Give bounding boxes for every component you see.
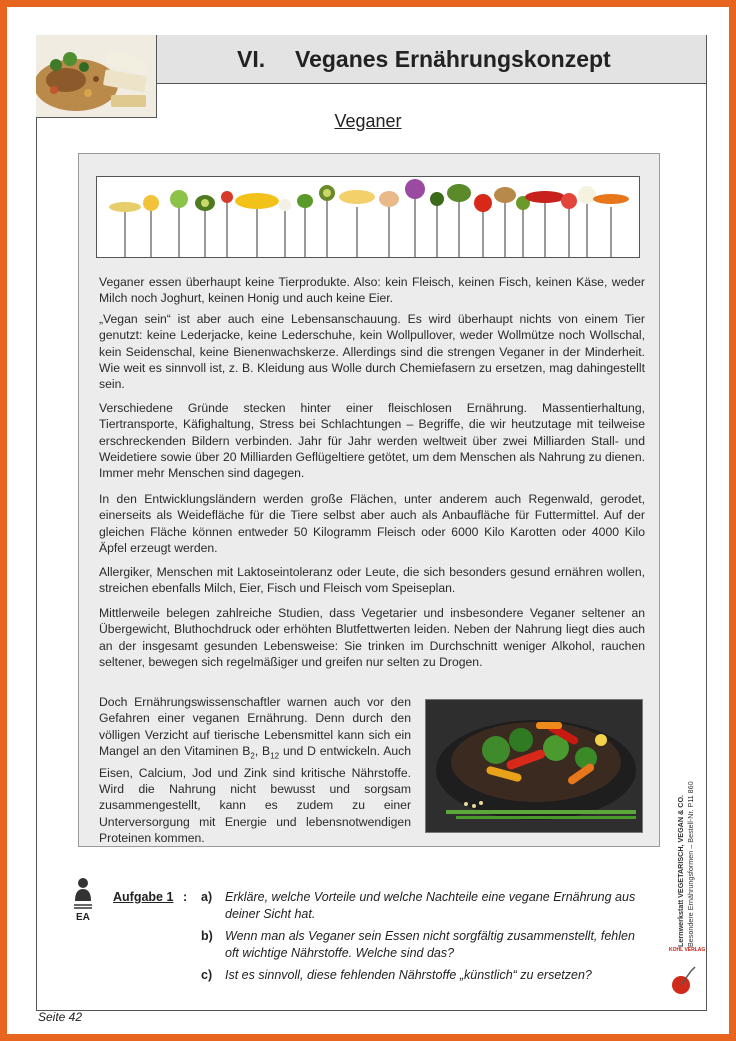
publisher-name: KOHL VERLAG [669,947,706,953]
paragraph-studies: Mittlerweile belegen zahlreiche Studien, dass Vegetarier und insbesondere Veganer seltener an Übergewicht, Bluthochdruck oder erhöhten Blutfettwerten leiden. Neben der Nahrung liegt dies auch an der insgesamt gesunden Lebensweise: Sie trinken im Durchschnitt weniger Alkohol, rauchen seltener, bewegen sich regelmäßiger und greifen nur selten zu Drogen. [99,606,645,669]
page-number: Seite 42 [38,1010,83,1024]
text-box [78,153,660,847]
order-number: Besondere Ernährungsformen – Bestell-Nr. P11 860 [686,781,695,947]
series-title: Lernwerkstatt VEGETARISCH, VEGAN & CO. [676,794,685,947]
page-title: Veganes Ernährungskonzept [295,45,611,72]
section-subtitle: Veganer [334,111,402,131]
paragraph-reasons: Verschiedene Gründe stecken hinter einer fleischlosen Ernährung. Massentierhaltung, Tiertransporte, Käfighaltung, Stress bei Schlachtungen – Begriffe, die wir heutzutage mit teilweise erschreckenden Bildern verbinden. Jahr für Jahr werden weltweit über zwei Milliarden Stall- und Weidetiere sowie über 20 Milliarden Geflügeltiere getötet, um dem Menschen als Nahrung zu dienen. Immer mehr Menschen sind dagegen. [99,401,645,481]
page [7,7,729,1034]
task-label-colon: : [183,890,188,904]
question-b-letter: b) [201,929,213,943]
question-b-text: Wenn man als Veganer sein Essen nicht sorgfältig zusammenstellt, fehlen oft wichtige Nährstoffe. Welche sind das? [225,929,635,960]
question-a-letter: a) [201,890,213,904]
paragraph-allergies: Allergiker, Menschen mit Laktoseintoleranz oder Leute, die sich besonders gesund ernähren wollen, streichen ebenfalls Milch, Eier, Fisch und Fleisch vom Speiseplan. [99,565,645,596]
vegetables-on-forks-banner [96,176,640,258]
paragraph-lifestyle: „Vegan sein“ ist aber auch eine Lebensanschauung. Es wird überhaupt nichts von einem Tier genutzt: keine Lederjacke, keine Lederschuhe, kein Wollpullover, weder Wollmütze noch Wollschal, kein Seidenschal, keine Bienenwachskerze. Allerdings sind die strengen Veganer in der Minderheit. Wie weit es sinnvoll ist, z. B. Kleidung aus Wolle durch Chemiefasern zu ersetzen, mag dahingestellt sein. [99,312,645,392]
paragraph-intro: Veganer essen überhaupt keine Tierprodukte. Also: kein Fleisch, keinen Fisch, keinen Käse, weder Milch noch Joghurt, keinen Honig und auch keine Eier. [99,275,645,306]
wok-vegetables-photo [425,699,643,833]
paragraph-developing-countries: In den Entwicklungsländern werden große Flächen, unter anderem auch Regenwald, gerodet, einerseits als Weidefläche für die Tiere selbst aber auch als Anbaufläche für Futtermittel. Auf der gleichen Fläche können entweder 50 Kilogramm Fleisch oder 6000 Kilo Karotten oder 4000 Kilo Äpfel erzeugt werden. [99,492,645,555]
task-label: Aufgabe 1 [113,890,174,904]
chapter-number: VI. [237,45,266,72]
paragraph-warnings: Doch Ernährungswissenschaftler warnen auch vor den Gefahren einer veganen Ernährung. Denn durch den völligen Verzicht auf tierische Lebensmittel kann sich ein Mangel an den Vitaminen $B_2$, $B_{12}$ und D entwickeln. Auch Eisen, Calcium, Jod und Zink sind kritische Nährstoffe. Wird die Nahrung nicht bewusst und sorgsam zusammengestellt, kann es zudem zu einer Unterversorgung mit Energie und lebensnotwendigen Proteinen kommen. [99,695,412,845]
publication-info-sidebar [674,727,704,947]
food-dish-photo [36,35,157,118]
work-mode-label: EA [76,912,90,923]
question-a-text: Erkläre, welche Vorteile und welche Nachteile eine vegane Ernährung aus deiner Sicht hat. [225,890,636,921]
chapter-title-bar [157,35,706,84]
publisher-logo [667,947,706,997]
question-c-letter: c) [201,968,213,982]
question-c-text: Ist es sinnvoll, diese fehlenden Nährstoffe „künstlich“ zu ersetzen? [225,968,592,982]
